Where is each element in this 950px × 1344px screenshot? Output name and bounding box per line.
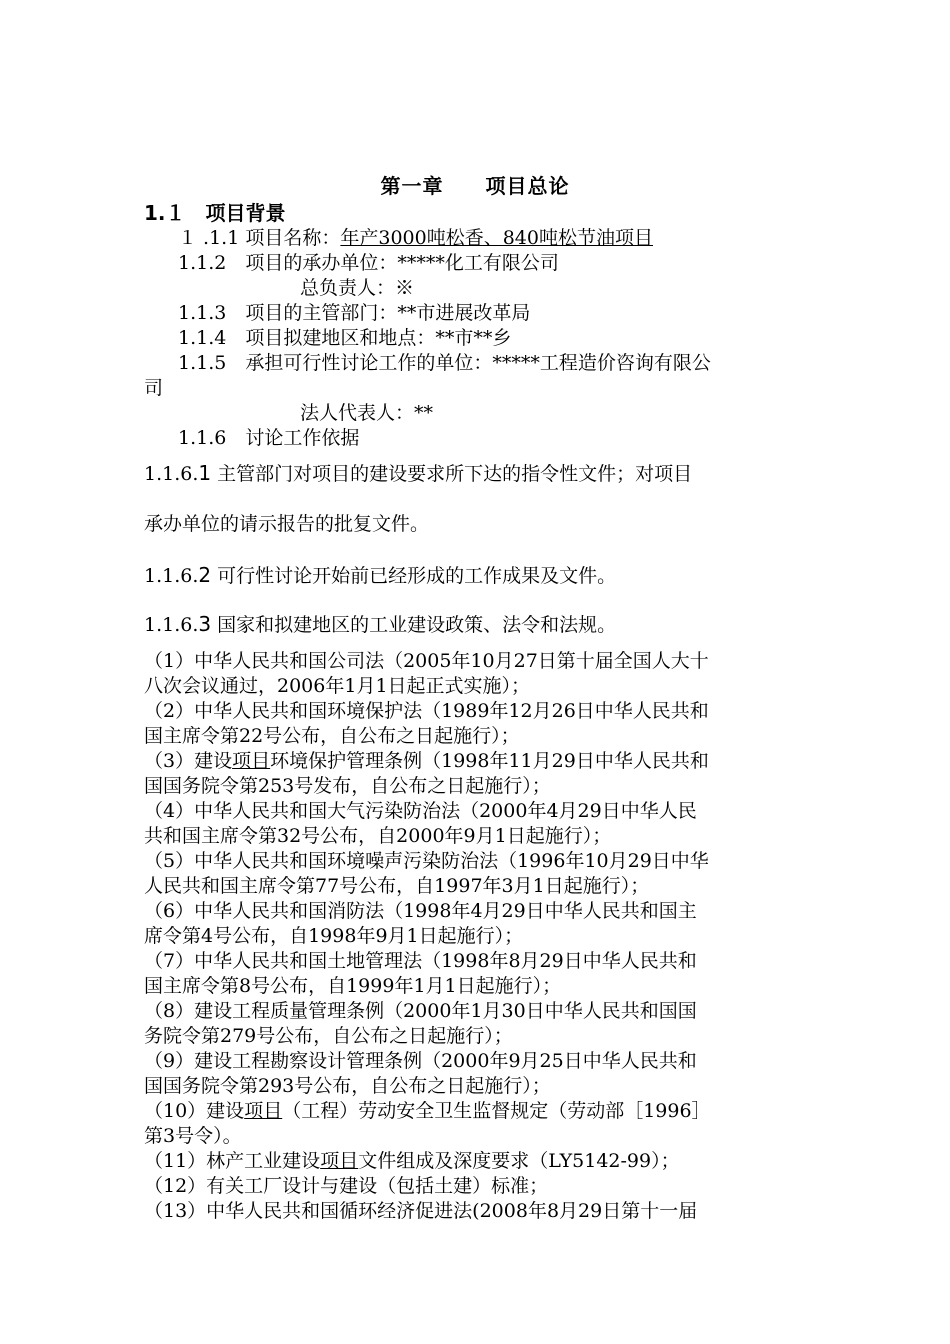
item-location: 1.1.4 项目拟建地区和地点：**市**乡 [178,327,512,349]
item-sponsor: 1.1.2 项目的承办单位：*****化工有限公司 [178,252,559,274]
item-number: １ .1.1 [178,227,240,249]
law-line: 国国务院令第253号发布，自公布之日起施行）； [144,775,551,797]
law-line: （7）中华人民共和国土地管理法（1998年8月29日中华人民共和 [144,950,697,972]
law-line: 人民共和国主席令第77号公布，自1997年3月1日起施行）； [144,875,650,897]
law-line: （1）中华人民共和国公司法（2005年10月27日第十届全国人大十 [144,650,709,672]
item-label: 项目名称： [245,227,341,249]
basis-item-2: 1.1.6.2 可行性讨论开始前已经形成的工作成果及文件。 [144,563,617,587]
law-line: 八次会议通过，2006年1月1日起正式实施）； [144,675,531,697]
item-basis: 1.1.6 讨论工作依据 [178,427,360,449]
law-line: （4）中华人民共和国大气污染防治法（2000年4月29日中华人民 [144,800,697,822]
item-study-unit-cont: 司 [144,377,164,399]
law-line: 国主席令第22号公布，自公布之日起施行）； [144,725,520,747]
project-name-value: 年产3000吨松香、840吨松节油项目 [340,227,653,249]
item-legal-rep: 法人代表人：** [300,402,434,424]
item-sponsor-head: 总负责人：※ [300,277,415,299]
chapter-title: 第一章 项目总论 [380,174,570,198]
law-line: 国国务院令第293号公布，自公布之日起施行）； [144,1075,551,1097]
law-line: （6）中华人民共和国消防法（1998年4月29日中华人民共和国主 [144,900,697,922]
law-line: 席令第4号公布，自1998年9月1日起施行）； [144,925,524,947]
law-line: （2）中华人民共和国环境保护法（1989年12月26日中华人民共和 [144,700,709,722]
law-line: 第3号令）。 [144,1125,242,1147]
law-line: （8）建设工程质量管理条例（2000年1月30日中华人民共和国国 [144,1000,697,1022]
law-line: （12）有关工厂设计与建设（包括土建）标准； [144,1175,549,1197]
law-line: （10）建设项目（工程）劳动安全卫生监督规定（劳动部［1996］ [144,1100,711,1122]
law-line: （13）中华人民共和国循环经济促进法(2008年8月29日第十一届 [144,1200,698,1222]
law-line: 国主席令第8号公布，自1999年1月1日起施行）； [144,975,562,997]
basis-item-3: 1.1.6.3 国家和拟建地区的工业建设政策、法令和法规。 [144,612,617,636]
section-heading: 1.１ 项目背景 [144,201,286,225]
law-line: 共和国主席令第32号公布，自2000年9月1日起施行）； [144,825,612,847]
law-suffix: 环境保护管理条例（1998年11月29日中华人民共和 [270,750,709,772]
basis-item-1: 1.1.6.1 主管部门对项目的建设要求所下达的指令性文件；对项目 [144,461,693,485]
law-underlined: 项目 [232,750,271,772]
law-line: 务院令第279号公布，自公布之日起施行）； [144,1025,513,1047]
item-study-unit: 1.1.5 承担可行性讨论工作的单位：*****工程造价咨询有限公 [178,352,711,374]
law-line: （5）中华人民共和国环境噪声污染防治法（1996年10月29日中华 [144,850,709,872]
law-line: （11）林产工业建设项目文件组成及深度要求（LY5142-99）； [144,1150,680,1172]
law-line: （9）建设工程勘察设计管理条例（2000年9月25日中华人民共和 [144,1050,697,1072]
item-project-name [178,226,653,250]
basis-item-1-cont: 承办单位的请示报告的批复文件。 [144,513,430,535]
item-authority: 1.1.3 项目的主管部门：**市进展改革局 [178,302,531,324]
law-line [144,749,709,774]
law-prefix: （3）建设 [144,750,233,772]
